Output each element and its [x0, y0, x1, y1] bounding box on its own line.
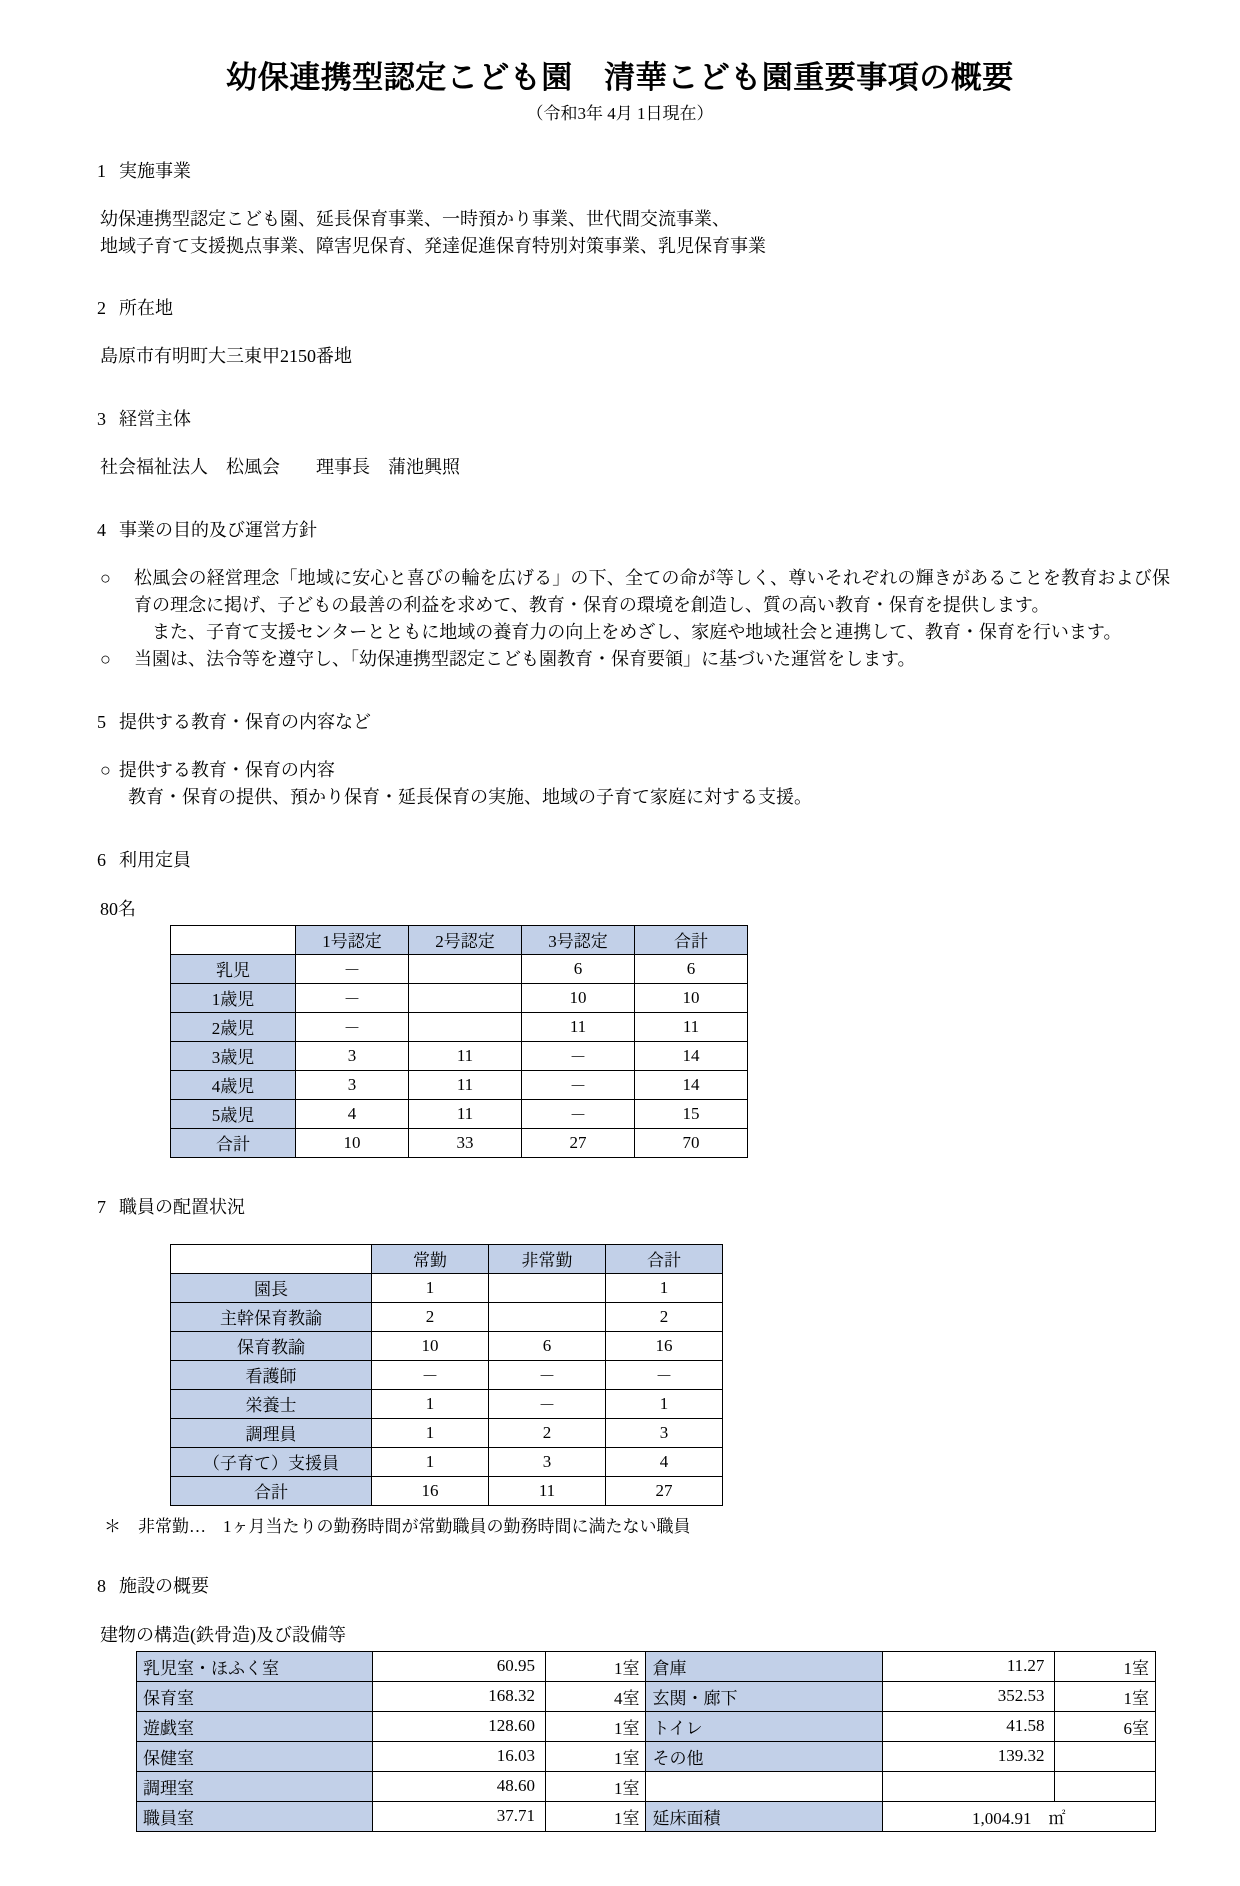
staff-row-1-total: 2	[606, 1302, 723, 1331]
table-row-total	[137, 1801, 1156, 1831]
staff-row-5-label: 調理員	[171, 1418, 372, 1447]
table-row	[171, 1273, 723, 1302]
section-2-number: 2	[97, 298, 106, 319]
capacity-row-0-label: 乳児	[171, 954, 296, 983]
section-1-heading	[70, 136, 1170, 204]
table-row-total	[171, 1128, 748, 1157]
staff-row-5-c1: 1	[372, 1418, 489, 1447]
table-row	[171, 1302, 723, 1331]
table-row	[171, 1331, 723, 1360]
section-5-heading	[70, 687, 1170, 755]
section-3-heading	[70, 384, 1170, 452]
table-row	[137, 1681, 1156, 1711]
section-4-paragraph-2: また、子育て支援センターとともに地域の養育力の向上をめざし、家庭や地域社会と連携して、教育・保育を行います。	[152, 621, 1122, 642]
staff-row-5-c2: 2	[489, 1418, 606, 1447]
staff-header-2: 非常勤	[489, 1244, 606, 1273]
facility-row-4-value-right	[882, 1771, 1055, 1801]
capacity-row-2-c2	[409, 1012, 522, 1041]
section-8-number: 8	[97, 1575, 106, 1596]
capacity-header-0	[171, 925, 296, 954]
facility-row-4-label-left: 調理室	[137, 1771, 373, 1801]
table-row-total	[171, 1476, 723, 1505]
facility-row-4-rooms-right	[1055, 1771, 1156, 1801]
facility-row-1-rooms-right: 1室	[1055, 1681, 1156, 1711]
capacity-row-5-c2: 11	[409, 1099, 522, 1128]
facility-last-rooms-left: 1室	[545, 1801, 646, 1831]
table-row	[171, 983, 748, 1012]
capacity-row-6-c2: 33	[409, 1128, 522, 1157]
capacity-row-6-total: 70	[635, 1128, 748, 1157]
capacity-row-2-total: 11	[635, 1012, 748, 1041]
capacity-row-1-label: 1歳児	[171, 983, 296, 1012]
section-6-title: 利用定員	[119, 849, 191, 870]
capacity-header-2: 2号認定	[409, 925, 522, 954]
capacity-row-2-c3: 11	[522, 1012, 635, 1041]
section-services-provided	[70, 687, 1170, 811]
section-3-title: 経営主体	[119, 408, 191, 429]
section-7-title: 職員の配置状況	[119, 1196, 245, 1217]
staff-row-3-c2: －	[489, 1360, 606, 1389]
facility-row-0-rooms-left: 1室	[545, 1651, 646, 1681]
table-header-row	[171, 925, 748, 954]
section-4-bullet-2-text: 当園は、法令等を遵守し、「幼保連携型認定こども園教育・保育要領」に基づいた運営をします。	[134, 648, 916, 669]
section-capacity	[70, 825, 1170, 1158]
capacity-row-4-label: 4歳児	[171, 1070, 296, 1099]
section-4-heading	[70, 495, 1170, 563]
capacity-row-4-c3: －	[522, 1070, 635, 1099]
staff-table-note: ＊ 非常勤… 1ヶ月当たりの勤務時間が常勤職員の勤務時間に満たない職員	[104, 1516, 691, 1536]
facility-row-3-value-left: 16.03	[373, 1741, 546, 1771]
staff-row-2-c1: 10	[372, 1331, 489, 1360]
capacity-row-2-c1: －	[296, 1012, 409, 1041]
section-4-bullet-1	[100, 565, 1170, 619]
capacity-row-5-c3: －	[522, 1099, 635, 1128]
capacity-row-1-c2	[409, 983, 522, 1012]
section-8-caption: 建物の構造(鉄骨造)及び設備等	[100, 1624, 346, 1645]
section-address	[70, 273, 1170, 370]
capacity-row-2-label: 2歳児	[171, 1012, 296, 1041]
section-2-heading	[70, 273, 1170, 341]
staff-table	[170, 1244, 723, 1506]
section-6-caption: 80名	[100, 898, 136, 919]
section-5-bullet-text: 提供する教育・保育の内容	[118, 759, 335, 780]
capacity-header-1: 1号認定	[296, 925, 409, 954]
table-row	[171, 1099, 748, 1128]
capacity-header-4: 合計	[635, 925, 748, 954]
staff-row-0-label: 園長	[171, 1273, 372, 1302]
page-title: 幼保連携型認定こども園 清華こども園重要事項の概要	[226, 60, 1014, 95]
capacity-row-1-total: 10	[635, 983, 748, 1012]
facility-row-2-rooms-left: 1室	[545, 1711, 646, 1741]
section-3-number: 3	[97, 408, 106, 429]
staff-header-3: 合計	[606, 1244, 723, 1273]
table-row	[171, 1447, 723, 1476]
section-5-number: 5	[97, 711, 106, 732]
capacity-row-3-c2: 11	[409, 1041, 522, 1070]
facility-row-1-value-left: 168.32	[373, 1681, 546, 1711]
section-purpose-policy	[70, 495, 1170, 673]
section-8-heading	[70, 1551, 1170, 1619]
table-row	[137, 1771, 1156, 1801]
facility-row-3-label-left: 保健室	[137, 1741, 373, 1771]
facility-row-2-rooms-right: 6室	[1055, 1711, 1156, 1741]
staff-row-7-total: 27	[606, 1476, 723, 1505]
facility-row-1-label-right: 玄関・廊下	[646, 1681, 882, 1711]
facility-row-4-rooms-left: 1室	[545, 1771, 646, 1801]
section-3-line-1: 社会福祉法人 松風会 理事長 蒲池興照	[100, 456, 460, 477]
staff-row-6-label: （子育て）支援員	[171, 1447, 372, 1476]
facility-row-3-label-right: その他	[646, 1741, 882, 1771]
capacity-row-1-c3: 10	[522, 983, 635, 1012]
facility-row-2-value-right: 41.58	[882, 1711, 1055, 1741]
facility-row-4-label-right	[646, 1771, 882, 1801]
staff-row-0-c2	[489, 1273, 606, 1302]
staff-row-4-c2: －	[489, 1389, 606, 1418]
staff-row-3-total: －	[606, 1360, 723, 1389]
table-row	[171, 954, 748, 983]
section-5-bullet	[100, 757, 1170, 784]
table-row	[137, 1711, 1156, 1741]
facility-row-3-rooms-left: 1室	[545, 1741, 646, 1771]
facility-row-4-value-left: 48.60	[373, 1771, 546, 1801]
capacity-row-3-label: 3歳児	[171, 1041, 296, 1070]
section-5-title: 提供する教育・保育の内容など	[119, 711, 371, 732]
staff-row-7-c1: 16	[372, 1476, 489, 1505]
capacity-row-6-c1: 10	[296, 1128, 409, 1157]
staff-row-2-label: 保育教諭	[171, 1331, 372, 1360]
facility-total-value: 1,004.91 ㎡	[882, 1801, 1155, 1831]
capacity-row-6-c3: 27	[522, 1128, 635, 1157]
facility-total-label: 延床面積	[646, 1801, 882, 1831]
table-row	[171, 1070, 748, 1099]
staff-row-2-c2: 6	[489, 1331, 606, 1360]
facility-table	[136, 1651, 1156, 1832]
staff-row-1-c2	[489, 1302, 606, 1331]
facility-row-3-value-right: 139.32	[882, 1741, 1055, 1771]
capacity-row-5-label: 5歳児	[171, 1099, 296, 1128]
table-row	[137, 1651, 1156, 1681]
facility-row-0-label-left: 乳児室・ほふく室	[137, 1651, 373, 1681]
section-facility	[70, 1551, 1170, 1832]
section-8-title: 施設の概要	[119, 1575, 209, 1596]
facility-row-0-value-right: 11.27	[882, 1651, 1055, 1681]
capacity-row-4-c2: 11	[409, 1070, 522, 1099]
table-header-row	[171, 1244, 723, 1273]
capacity-row-6-label: 合計	[171, 1128, 296, 1157]
staff-row-4-label: 栄養士	[171, 1389, 372, 1418]
section-operator	[70, 384, 1170, 481]
capacity-row-4-total: 14	[635, 1070, 748, 1099]
section-1-line-2: 地域子育て支援拠点事業、障害児保育、発達促進保育特別対策事業、乳児保育事業	[100, 235, 766, 256]
facility-row-2-value-left: 128.60	[373, 1711, 546, 1741]
section-4-title: 事業の目的及び運営方針	[119, 519, 317, 540]
section-4-number: 4	[97, 519, 106, 540]
staff-row-1-label: 主幹保育教諭	[171, 1302, 372, 1331]
section-implemented-projects	[70, 136, 1170, 259]
table-row	[171, 1041, 748, 1070]
section-7-heading	[70, 1172, 1170, 1240]
capacity-row-0-total: 6	[635, 954, 748, 983]
capacity-row-0-c2	[409, 954, 522, 983]
capacity-row-5-total: 15	[635, 1099, 748, 1128]
staff-row-7-label: 合計	[171, 1476, 372, 1505]
facility-row-1-label-left: 保育室	[137, 1681, 373, 1711]
facility-last-value-left: 37.71	[373, 1801, 546, 1831]
facility-row-3-rooms-right	[1055, 1741, 1156, 1771]
section-2-title: 所在地	[119, 298, 173, 319]
section-5-detail: 教育・保育の提供、預かり保育・延長保育の実施、地域の子育て家庭に対する支援。	[128, 786, 812, 807]
capacity-row-0-c1: －	[296, 954, 409, 983]
section-6-number: 6	[97, 849, 106, 870]
staff-header-0	[171, 1244, 372, 1273]
staff-row-3-c1: －	[372, 1360, 489, 1389]
circle-bullet-icon: ○	[100, 567, 111, 588]
capacity-row-3-total: 14	[635, 1041, 748, 1070]
staff-row-1-c1: 2	[372, 1302, 489, 1331]
staff-row-6-c2: 3	[489, 1447, 606, 1476]
capacity-row-1-c1: －	[296, 983, 409, 1012]
staff-row-0-total: 1	[606, 1273, 723, 1302]
section-6-heading	[70, 825, 1170, 893]
staff-row-0-c1: 1	[372, 1273, 489, 1302]
table-row	[171, 1389, 723, 1418]
capacity-table	[170, 925, 748, 1158]
circle-bullet-icon: ○	[100, 648, 111, 669]
facility-row-2-label-left: 遊戯室	[137, 1711, 373, 1741]
table-row	[171, 1360, 723, 1389]
staff-header-1: 常勤	[372, 1244, 489, 1273]
section-staff	[70, 1172, 1170, 1537]
section-1-title: 実施事業	[119, 161, 191, 181]
facility-row-0-label-right: 倉庫	[646, 1651, 882, 1681]
section-1-number: 1	[97, 161, 106, 181]
staff-row-4-c1: 1	[372, 1389, 489, 1418]
table-row	[137, 1741, 1156, 1771]
section-2-line-1: 島原市有明町大三東甲2150番地	[100, 346, 352, 367]
staff-row-7-c2: 11	[489, 1476, 606, 1505]
staff-row-3-label: 看護師	[171, 1360, 372, 1389]
capacity-row-3-c1: 3	[296, 1041, 409, 1070]
circle-bullet-icon: ○	[100, 759, 111, 780]
section-4-bullet-1-text: 松風会の経営理念「地域に安心と喜びの輪を広げる」の下、全ての命が等しく、尊いそれぞれの輝きがあることを教育および保育の理念に掲げ、子どもの最善の利益を求めて、教育・保育の環境を創造し、質の高い教育・保育を提供します。	[134, 567, 1170, 615]
capacity-row-3-c3: －	[522, 1041, 635, 1070]
staff-row-2-total: 16	[606, 1331, 723, 1360]
facility-row-1-rooms-left: 4室	[545, 1681, 646, 1711]
section-1-line-1: 幼保連携型認定こども園、延長保育事業、一時預かり事業、世代間交流事業、	[100, 209, 730, 229]
capacity-row-5-c1: 4	[296, 1099, 409, 1128]
staff-row-4-total: 1	[606, 1389, 723, 1418]
staff-row-6-c1: 1	[372, 1447, 489, 1476]
capacity-header-3: 3号認定	[522, 925, 635, 954]
table-row	[171, 1418, 723, 1447]
page-subtitle: （令和3年 4月 1日現在）	[526, 104, 714, 123]
facility-last-label-left: 職員室	[137, 1801, 373, 1831]
facility-row-0-value-left: 60.95	[373, 1651, 546, 1681]
staff-row-5-total: 3	[606, 1418, 723, 1447]
facility-row-0-rooms-right: 1室	[1055, 1651, 1156, 1681]
capacity-row-4-c1: 3	[296, 1070, 409, 1099]
section-4-bullet-2	[100, 646, 1170, 673]
staff-row-6-total: 4	[606, 1447, 723, 1476]
facility-row-2-label-right: トイレ	[646, 1711, 882, 1741]
capacity-row-0-c3: 6	[522, 954, 635, 983]
facility-row-1-value-right: 352.53	[882, 1681, 1055, 1711]
section-7-number: 7	[97, 1196, 106, 1217]
table-row	[171, 1012, 748, 1041]
